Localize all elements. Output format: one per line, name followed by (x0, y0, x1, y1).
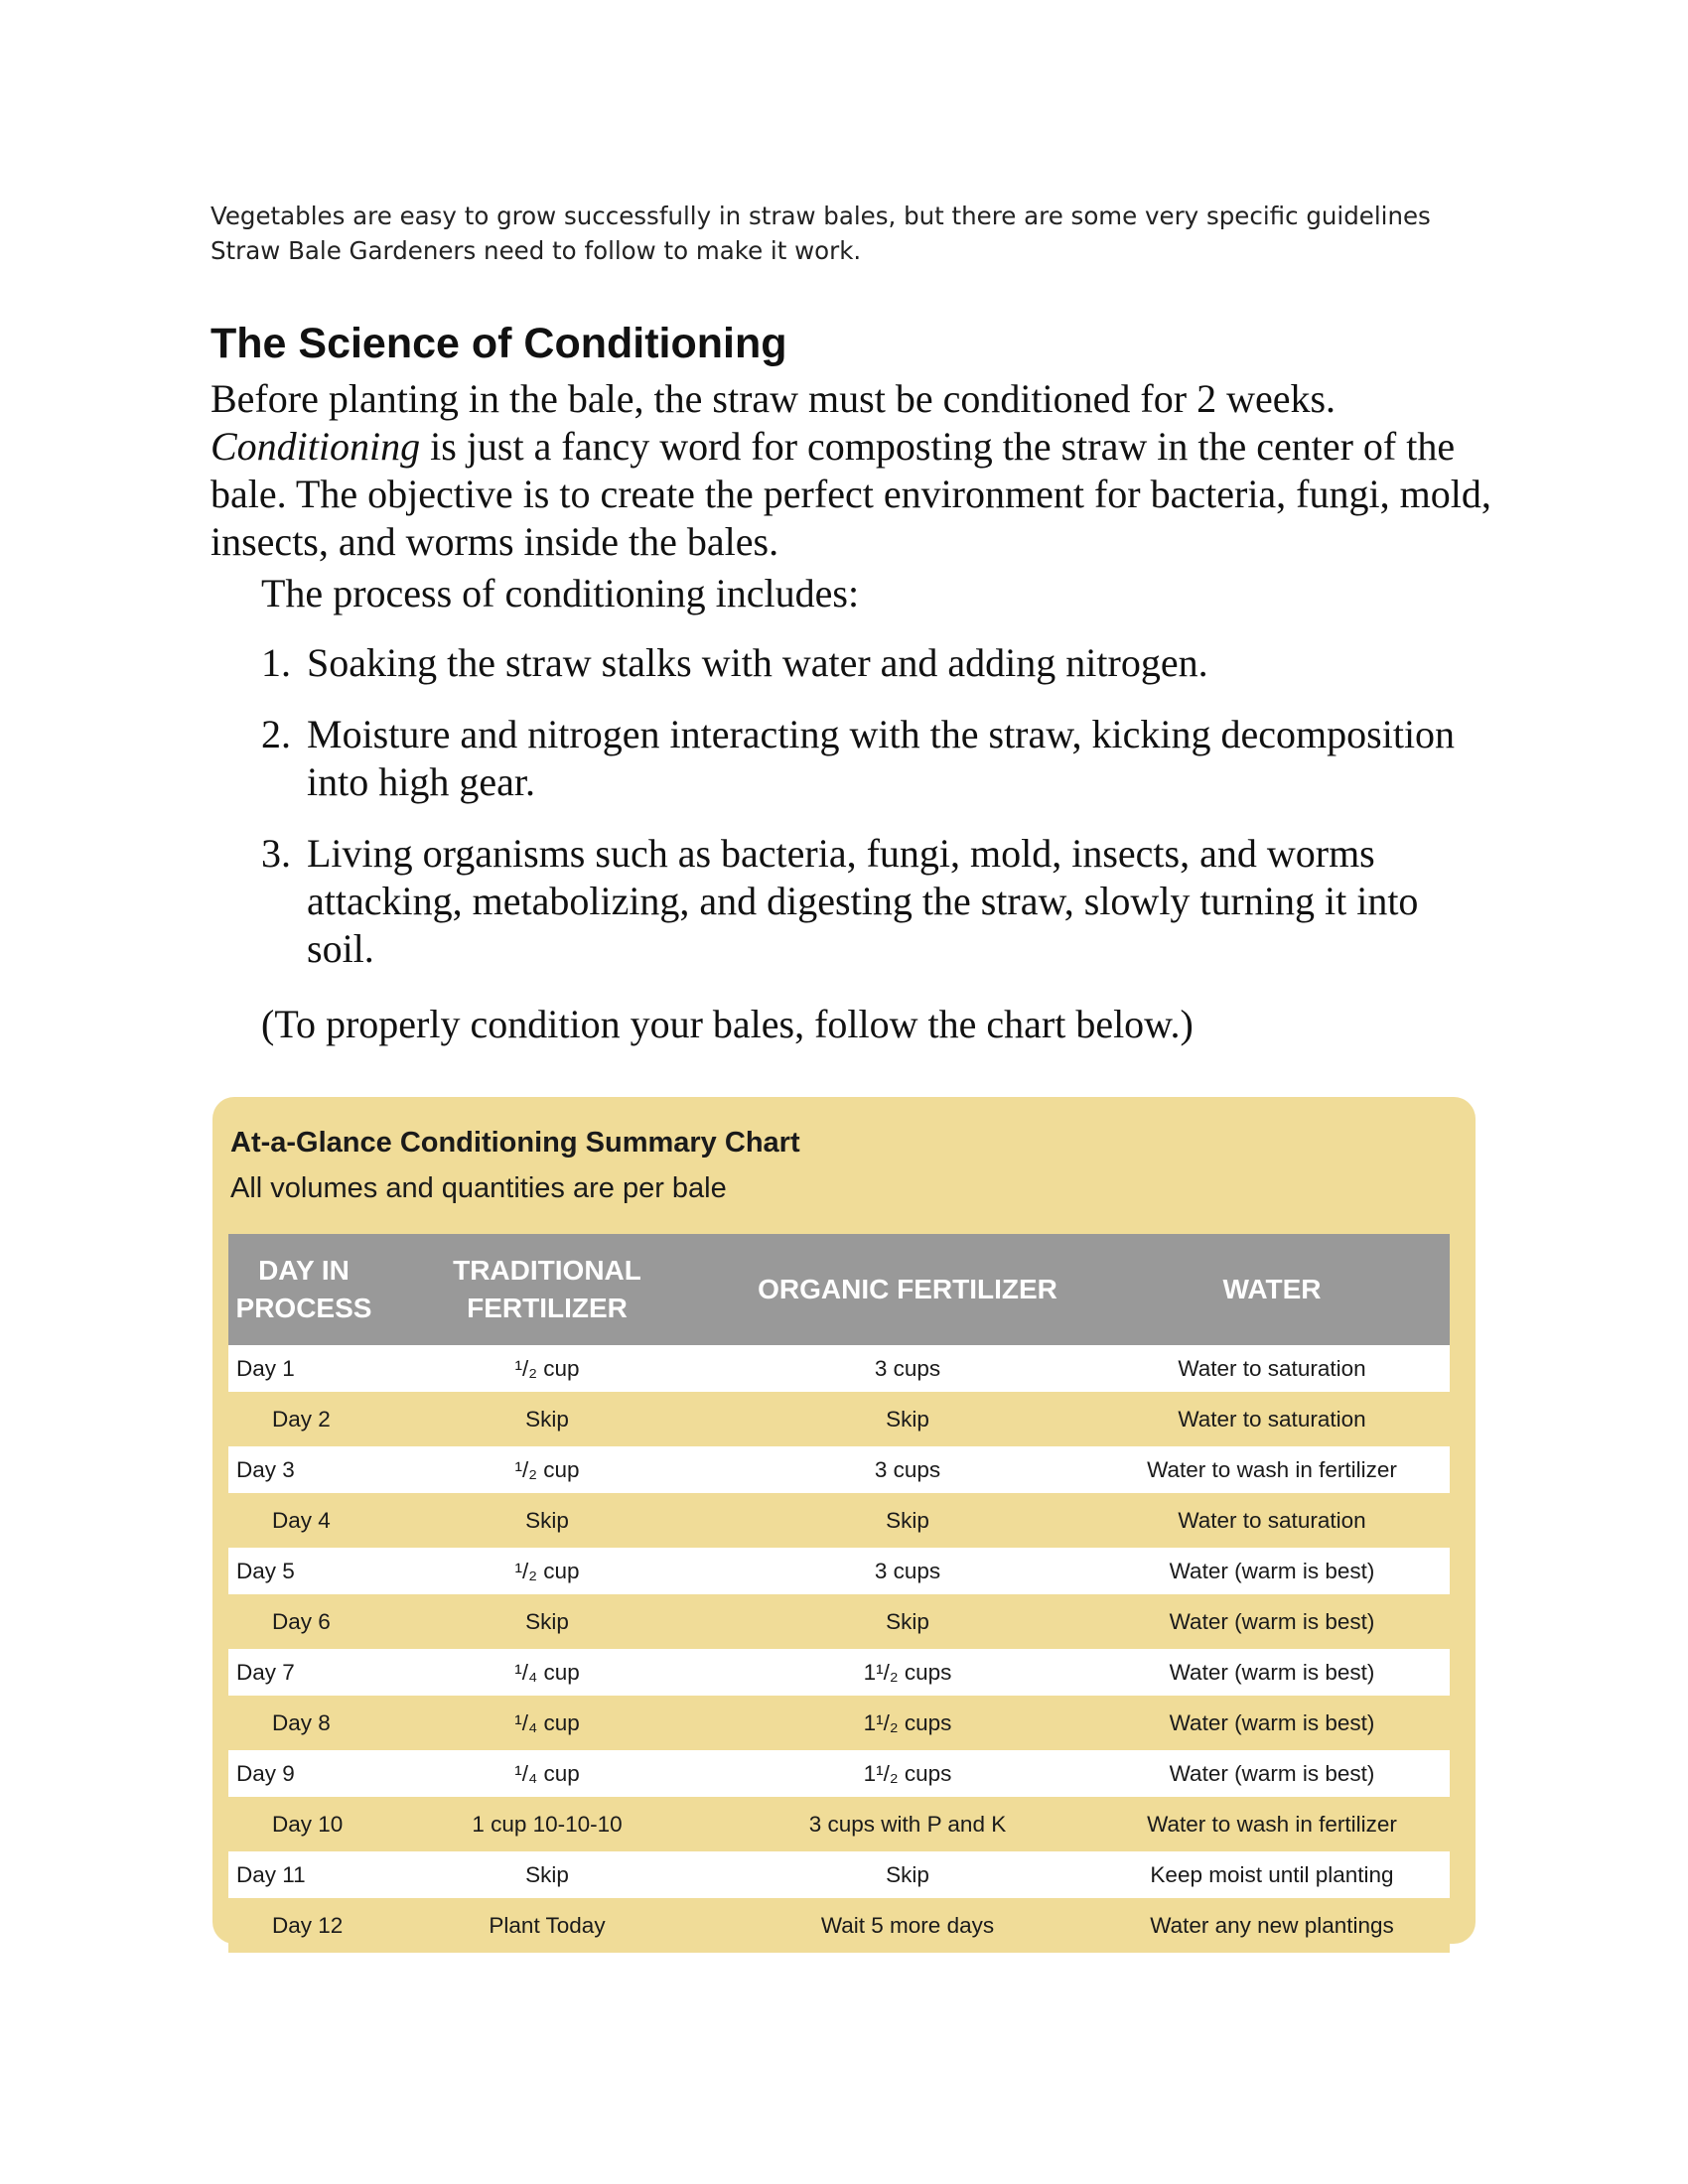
cell-organic: 3 cups with P and K (721, 1799, 1094, 1849)
body-paragraph-rest: is just a fancy word for composting the straw in the center of the bale. The objective is to create the perfect environment for bacteria, fungi, mold, insects, and worms inside the bales. (211, 424, 1491, 564)
cell-organic: 1¹/₂ cups (721, 1698, 1094, 1748)
cell-traditional: Skip (373, 1394, 721, 1444)
cell-organic: 3 cups (721, 1345, 1094, 1394)
cell-traditional: Skip (373, 1495, 721, 1546)
cell-water: Water (warm is best) (1094, 1596, 1450, 1647)
step-text: Soaking the straw stalks with water and adding nitrogen. (307, 640, 1208, 685)
cell-traditional: Skip (373, 1596, 721, 1647)
cell-traditional: Plant Today (373, 1900, 721, 1951)
cell-day: Day 10 (228, 1799, 373, 1849)
conditioning-chart-box (212, 1097, 1476, 1944)
table-row (228, 1799, 1450, 1849)
cell-water: Water to wash in fertilizer (1094, 1799, 1450, 1849)
cell-organic: 3 cups (721, 1546, 1094, 1596)
chart-title: At-a-Glance Conditioning Summary Chart (230, 1127, 800, 1159)
table-header-row (228, 1234, 1450, 1345)
cell-water: Water (warm is best) (1094, 1698, 1450, 1748)
cell-day: Day 5 (228, 1546, 373, 1596)
process-steps-list (261, 639, 1492, 997)
cell-organic: Skip (721, 1596, 1094, 1647)
cell-day: Day 12 (228, 1900, 373, 1951)
table-row (228, 1444, 1450, 1495)
cell-water: Water (warm is best) (1094, 1546, 1450, 1596)
intro-line-2: Straw Bale Gardeners need to follow to make it work. (211, 236, 862, 265)
cell-day: Day 1 (228, 1345, 373, 1394)
cell-day: Day 6 (228, 1596, 373, 1647)
list-item (261, 711, 1492, 806)
table-row (228, 1698, 1450, 1748)
process-lead: The process of conditioning includes: (261, 571, 860, 615)
table-row (228, 1495, 1450, 1546)
cell-water: Water (warm is best) (1094, 1748, 1450, 1799)
step-number: 3. (261, 831, 291, 876)
list-item (261, 639, 1492, 687)
cell-traditional: ¹/₂ cup (373, 1546, 721, 1596)
step-text: Living organisms such as bacteria, fungi, mold, insects, and worms attacking, metabolizing, and digesting the straw, slowly turning it into soil. (307, 831, 1419, 971)
cell-organic: Skip (721, 1495, 1094, 1546)
cell-day: Day 3 (228, 1444, 373, 1495)
table-row (228, 1900, 1450, 1951)
table-row (228, 1647, 1450, 1698)
list-item (261, 830, 1492, 973)
step-text: Moisture and nitrogen interacting with the straw, kicking decomposition into high gear. (307, 712, 1456, 804)
step-number: 1. (261, 640, 291, 685)
cell-day: Day 8 (228, 1698, 373, 1748)
cell-organic: Skip (721, 1849, 1094, 1900)
chart-subtitle: All volumes and quantities are per bale (230, 1172, 727, 1204)
step-number: 2. (261, 712, 291, 756)
section-heading: The Science of Conditioning (211, 320, 787, 367)
cell-water: Water to wash in fertilizer (1094, 1444, 1450, 1495)
cell-organic: 1¹/₂ cups (721, 1647, 1094, 1698)
cell-day: Day 4 (228, 1495, 373, 1546)
cell-day: Day 9 (228, 1748, 373, 1799)
conditioning-table (228, 1234, 1450, 1953)
column-header-day-line-1: DAY IN (258, 1255, 350, 1286)
cell-organic: Wait 5 more days (721, 1900, 1094, 1951)
cell-water: Water to saturation (1094, 1394, 1450, 1444)
column-header-day-line-2: PROCESS (235, 1293, 372, 1323)
table-row (228, 1394, 1450, 1444)
cell-organic: 1¹/₂ cups (721, 1748, 1094, 1799)
chart-note: (To properly condition your bales, follow the chart below.) (261, 1002, 1194, 1046)
intro-line-1: Vegetables are easy to grow successfully in straw bales, but there are some very specific guidelines (211, 202, 1431, 230)
cell-water: Keep moist until planting (1094, 1849, 1450, 1900)
cell-organic: Skip (721, 1394, 1094, 1444)
cell-water: Water to saturation (1094, 1495, 1450, 1546)
cell-water: Water any new plantings (1094, 1900, 1450, 1951)
table-row (228, 1546, 1450, 1596)
cell-organic: 3 cups (721, 1444, 1094, 1495)
cell-traditional: ¹/₂ cup (373, 1444, 721, 1495)
column-header-water: WATER (1094, 1234, 1450, 1345)
cell-day: Day 2 (228, 1394, 373, 1444)
intro-paragraph (211, 199, 1501, 268)
table-row (228, 1748, 1450, 1799)
cell-traditional: ¹/₂ cup (373, 1345, 721, 1394)
cell-traditional: ¹/₄ cup (373, 1698, 721, 1748)
body-paragraph-line-1: Before planting in the bale, the straw must be conditioned for 2 weeks. (211, 376, 1336, 421)
cell-traditional: ¹/₄ cup (373, 1647, 721, 1698)
table-row (228, 1345, 1450, 1394)
column-header-day (228, 1234, 373, 1345)
table-row (228, 1849, 1450, 1900)
cell-day: Day 11 (228, 1849, 373, 1900)
body-paragraph (211, 375, 1491, 566)
column-header-organic: ORGANIC FERTILIZER (721, 1234, 1094, 1345)
body-paragraph-italic-term: Conditioning (211, 424, 421, 469)
cell-water: Water (warm is best) (1094, 1647, 1450, 1698)
column-header-traditional: TRADITIONAL FERTILIZER (373, 1234, 721, 1345)
cell-traditional: 1 cup 10-10-10 (373, 1799, 721, 1849)
cell-traditional: Skip (373, 1849, 721, 1900)
cell-day: Day 7 (228, 1647, 373, 1698)
cell-water: Water to saturation (1094, 1345, 1450, 1394)
cell-traditional: ¹/₄ cup (373, 1748, 721, 1799)
table-row (228, 1596, 1450, 1647)
